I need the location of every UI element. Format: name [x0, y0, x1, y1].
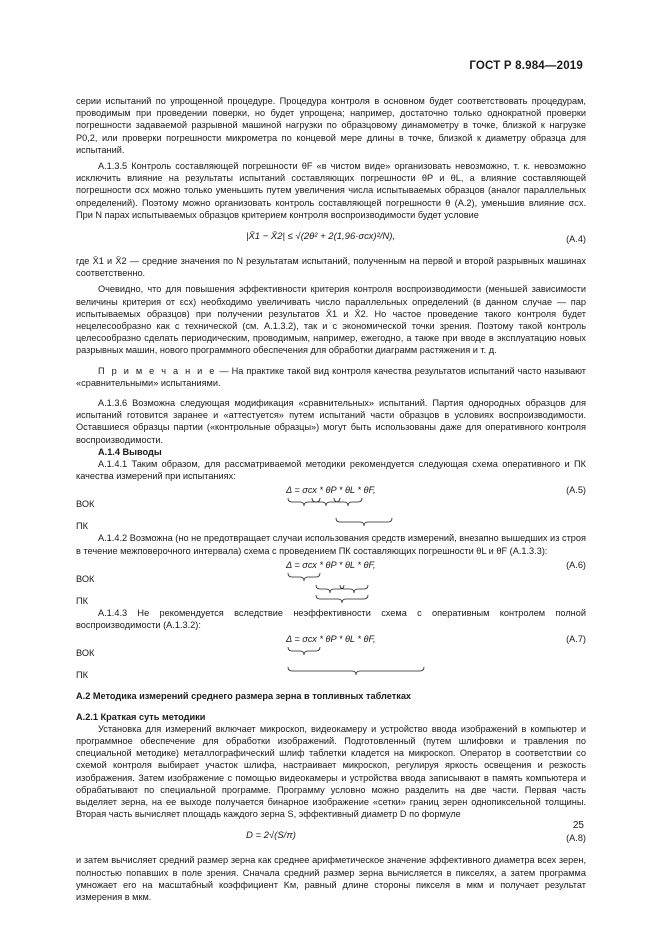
paragraph: А.1.4.1 Таким образом, для рассматриваемой методики рекомендуется следующая схема оперативного и ПК качества измерений при испытаниях:	[76, 459, 586, 482]
control-scheme-a5	[76, 484, 586, 532]
equation-number: (А.8)	[566, 833, 586, 844]
paragraph: и затем вычисляет средний размер зерна как среднее арифметическое значение эффективного диаметра всех зерен, полностью попавших в поле зрения. Сначала средний размер зерна вычисляется в пикселях, а затем программа умножает его на масштабный коэффициент Kм, равный длине стороны пикселя в мкм и получает результат измерения в мкм.	[76, 855, 586, 902]
vok-label: ВОК	[76, 499, 95, 510]
formula-expression: D = 2√(S/π)	[246, 830, 296, 842]
note-text: — На практике такой вид контроля качества результатов испытаний часто называют «сравнительными» испытаниями.	[76, 365, 586, 388]
equation-number: (А.6)	[566, 559, 586, 570]
section-heading: А.2 Методика измерений среднего размера зерна в топливных таблетках	[76, 691, 412, 702]
paragraph: серии испытаний по упрощенной процедуре. Процедура контроля в основном будет соответствовать процедурам, проводимым при проведении поверки, но будет упрощена; например, достаточно только однократной проверки погрешности задаваемой разрывной машиной нагрузки по образцовому динамометру в точке, близкой к нагрузке P0,2, или проверки погрешности микрометра по концевой мере длины в точке, близкой к диаметру образца для испытаний.	[76, 96, 586, 155]
paragraph: А.1.3.5 Контроль составляющей погрешности θF «в чистом виде» организовать невозможно, т. к. невозможно исключить влияние на результаты испытаний составляющих погрешности θP и θL, а влияние составляющей погрешности σсх можно только уменьшить путем увеличения числа испытываемых образцов (аналог параллельных определений). Поэтому можно организовать контроль составляющей погрешности θ (А.2), уменьшив влияние σсх. При N парах испытываемых образцов критерием контроля воспроизводимости будет условие	[76, 161, 586, 220]
document-header: ГОСТ Р 8.984—2019	[469, 60, 583, 72]
paragraph: А.1.3.6 Возможна следующая модификация «сравнительных» испытаний. Партия однородных образцов для испытаний готовится заранее и «аттестуется» путем испытаний части образцов в условиях воспроизводимости. Оставшиеся образцы партии («контрольные образцы») могут быть использованы даже для оперативного контроля воспроизводимости.	[76, 398, 586, 445]
note	[76, 365, 586, 389]
formula-expression: Δ = σсх * θP * θL * θF,	[286, 559, 376, 570]
paragraph: А.1.4.3 Не рекомендуется вследствие неэффективности схема с оперативным контролем полной воспроизводимости (А.1.3.2):	[76, 607, 586, 631]
equation-number: (А.7)	[566, 634, 586, 645]
subsection-heading: А.2.1 Краткая суть методики	[76, 711, 206, 722]
page-content	[76, 95, 586, 903]
scheme-braces	[286, 645, 426, 681]
paragraph: Установка для измерений включает микроскоп, видеокамеру и устройство ввода изображений в компьютер и программное обеспечение для обработки изображений. Подготовленный (путем шлифовки и травления по специальной методике) металлографический шлиф таблетки кладется на микроскоп. Оператор в соответствии со схемой контроля выбирает участок шлифа, настраивает микроскоп, регулируя яркость освещения и резкость изображения. Затем изображение с помощью видеокамеры и устройства ввода записывают в память компьютера и обрабатывают по специальной программе. Программу условно можно разделить на две части. Первая часть выделяет зерна, на ее выходе получается бинарное изображение «сетки» границ зерен однопиксельной толщины. Вторая часть вычисляет площадь каждого зерна S, эффективный диаметр D по формуле	[76, 723, 586, 820]
scheme-braces	[286, 571, 426, 607]
scheme-braces	[286, 496, 426, 532]
pk-label: ПК	[76, 521, 88, 532]
control-scheme-a7	[76, 633, 586, 681]
paragraph: А.1.4.2 Возможна (но не предотвращает случаи использования средств измерений, внезапно вышедших из строя в течение межповерочного интервала) схема с проведением ПК составляющих погрешности θL и θF (А.1.3.3):	[76, 533, 586, 556]
control-scheme-a6	[76, 559, 586, 607]
paragraph: где X̄1 и X̄2 — средние значения по N результатам испытаний, полученным на первой и второй разрывных машинах соответственно.	[76, 256, 586, 279]
formula-expression: |X̄1 − X̄2| ≤ √(2θ² + 2(1,96·σсх)²/N),	[246, 231, 396, 243]
formula-a8	[76, 824, 586, 850]
vok-label: ВОК	[76, 573, 95, 584]
pk-label: ПК	[76, 595, 88, 606]
note-label: П р и м е ч а н и е	[98, 365, 217, 376]
equation-number: (А.4)	[566, 234, 586, 245]
vok-label: ВОК	[76, 648, 95, 659]
page-number: 25	[572, 820, 584, 831]
formula-expression: Δ = σсх * θP * θL * θF,	[286, 634, 376, 645]
formula-a4	[76, 225, 586, 251]
paragraph: Очевидно, что для повышения эффективности критерия контроля воспроизводимости (меньшей зависимости величины критерия от εсх) необходимо увеличивать число параллельных определений (в данном случае — пар испытываемых образцов) при получении результатов X̄1 и X̄2. Но частое проведение такого контроля будет нецелесообразно как с технической (см. А.1.3.2), так и с экономической точки зрения. Поэтому такой контроль целесообразно сделать периодическим, проводимым, например, ежегодно, а также при вводе в эксплуатацию новых разрывных машин, нового программного обеспечения для обработки диаграмм растяжения и т. д.	[76, 284, 586, 356]
section-heading: А.1.4 Выводы	[98, 446, 162, 457]
formula-expression: Δ = σсх * θP * θL * θF,	[286, 485, 376, 496]
equation-number: (А.5)	[566, 485, 586, 496]
pk-label: ПК	[76, 670, 88, 681]
